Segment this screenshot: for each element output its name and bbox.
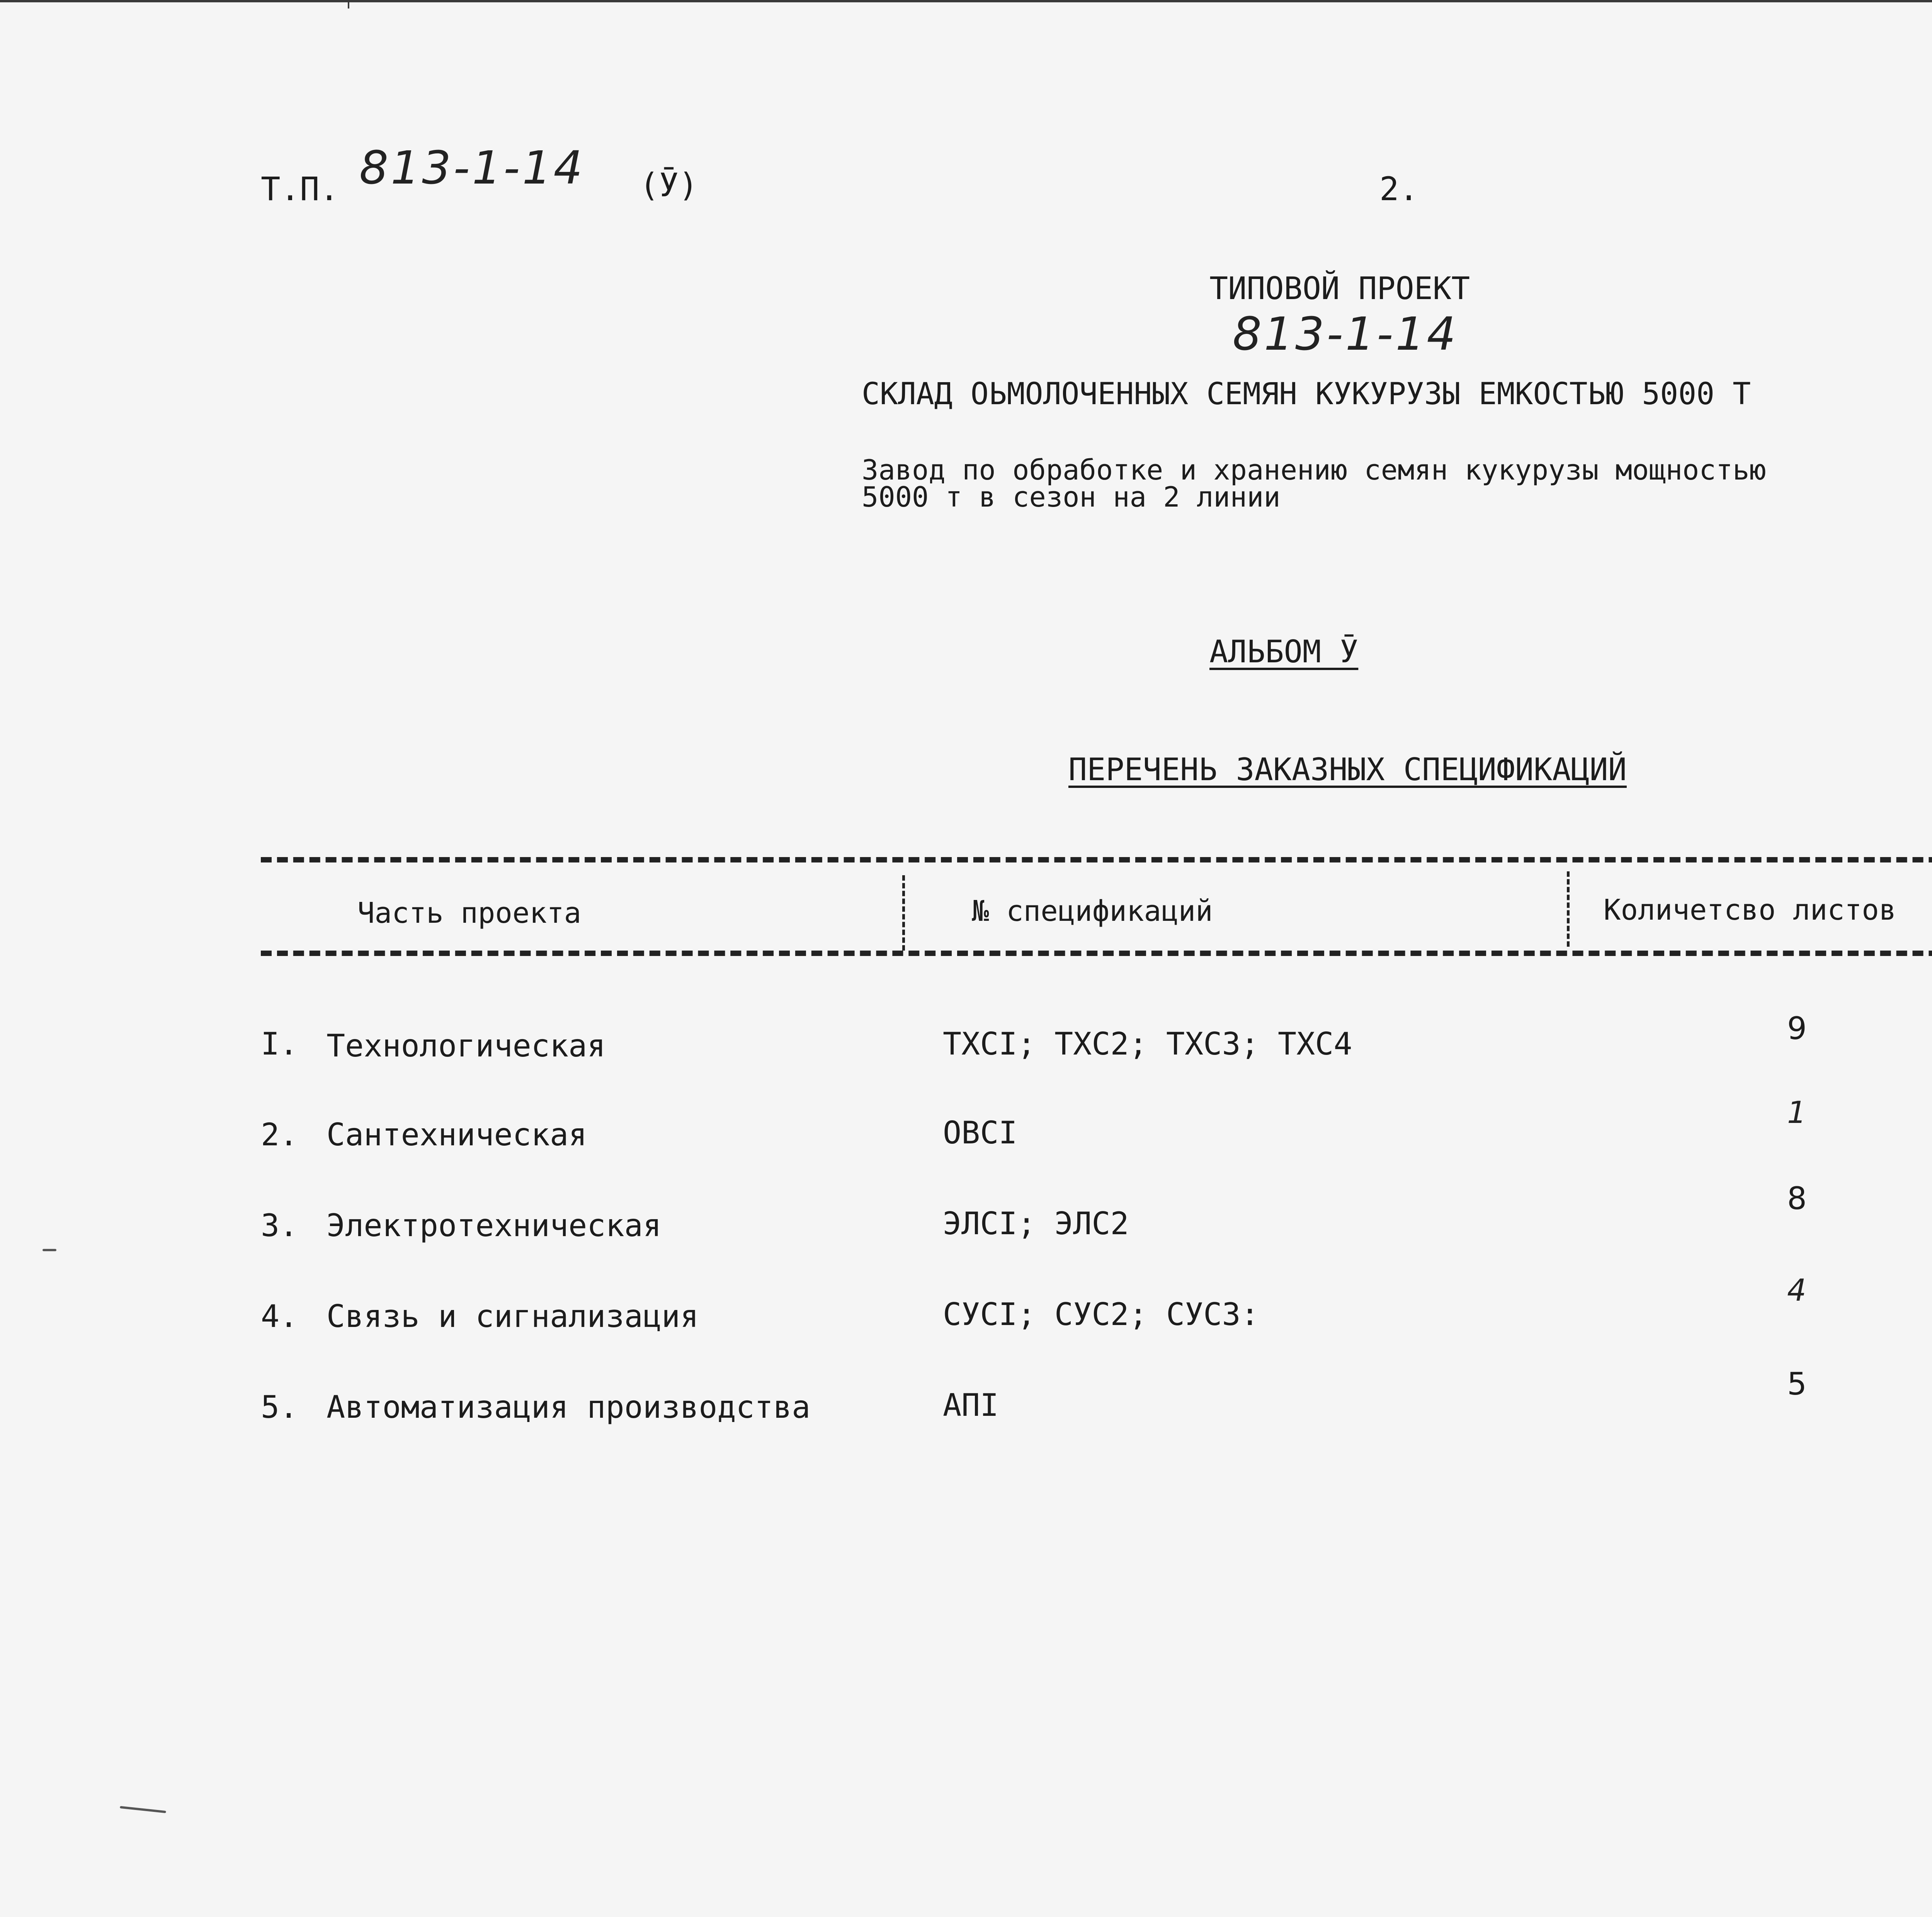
row-specs: АПI <box>943 1387 999 1423</box>
scan-mark <box>120 1806 166 1813</box>
page-number: 2. <box>1379 170 1419 208</box>
row-part: Автоматизация производства <box>327 1389 811 1425</box>
column-header-part: Часть проекта <box>357 896 582 930</box>
row-specs: ТХСI; ТХС2; ТХС3; ТХС4 <box>943 1026 1352 1062</box>
row-sheet-count: 9 <box>1787 1010 1807 1046</box>
row-specs: ОВСI <box>943 1115 1017 1151</box>
tp-number-handwritten: 813-1-14 <box>359 141 585 194</box>
column-separator <box>1567 871 1570 947</box>
subtitle-line-1: Завод по обработке и хранению семян кукурузы мощностью <box>862 454 1766 486</box>
specification-list-title: ПЕРЕЧЕНЬ ЗАКАЗНЫХ СПЕЦИФИКАЦИЙ <box>1068 752 1627 788</box>
row-sheet-count: 5 <box>1787 1366 1807 1402</box>
row-specs: СУСI; СУС2; СУС3: <box>943 1296 1259 1332</box>
row-part: Сантехническая <box>327 1117 587 1153</box>
row-sheet-count-handwritten: 4 <box>1787 1273 1806 1308</box>
project-type-heading: ТИПОВОЙ ПРОЕКТ <box>1209 270 1470 306</box>
row-index: 3. <box>261 1208 298 1243</box>
album-mark: (Ӯ) <box>639 166 698 204</box>
top-border-tick <box>348 0 349 9</box>
subtitle-line-2: 5000 т в сезон на 2 линии <box>862 481 1281 513</box>
row-index: I. <box>261 1026 298 1062</box>
row-part: Электротехническая <box>327 1208 662 1243</box>
scan-mark <box>43 1249 56 1251</box>
album-heading: АЛЬБОМ Ӯ <box>1209 634 1359 670</box>
row-specs: ЭЛСI; ЭЛС2 <box>943 1206 1129 1242</box>
project-name: СКЛАД ОЬМОЛОЧЕННЫХ СЕМЯН КУКУРУЗЫ ЕМКОСТЬЮ 5000 Т <box>862 377 1751 412</box>
row-index: 2. <box>261 1117 298 1153</box>
row-part: Связь и сигнализация <box>327 1298 699 1334</box>
tp-label: Т.П. <box>261 170 339 208</box>
column-separator <box>902 875 905 951</box>
top-border-line <box>0 0 1932 2</box>
project-number-handwritten: 813-1-14 <box>1233 307 1458 361</box>
column-header-spec-number: № спецификаций <box>972 895 1213 928</box>
row-index: 5. <box>261 1389 298 1425</box>
row-sheet-count: 8 <box>1787 1180 1807 1216</box>
table-top-rule <box>261 857 1932 862</box>
table-header-bottom-rule <box>261 951 1932 956</box>
column-header-sheet-count: Количетсво листов <box>1604 893 1896 927</box>
row-part: Технологическая <box>327 1028 606 1064</box>
row-sheet-count-handwritten: 1 <box>1787 1095 1806 1130</box>
row-index: 4. <box>261 1298 298 1334</box>
